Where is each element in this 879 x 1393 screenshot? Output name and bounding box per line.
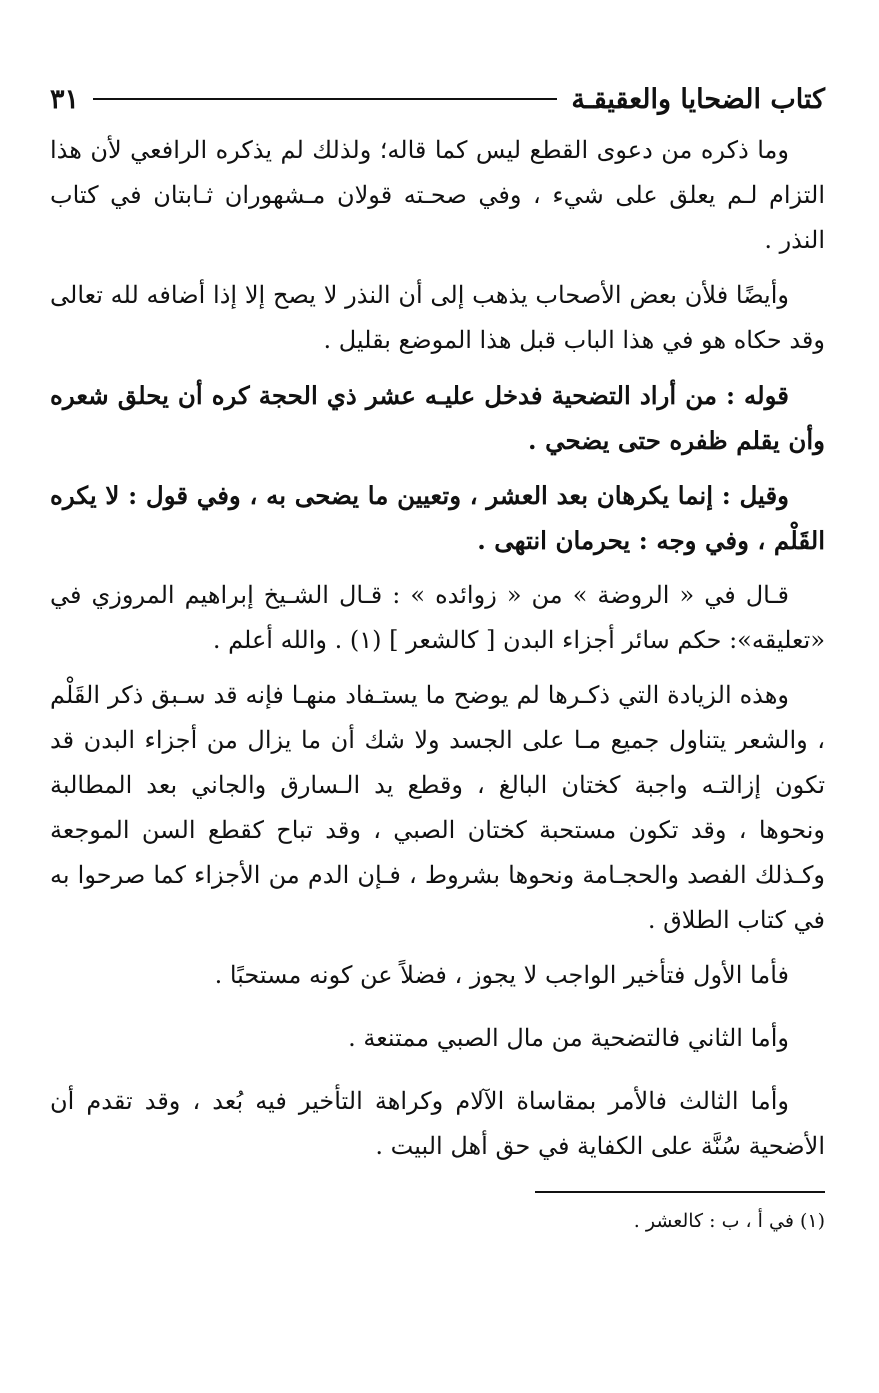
paragraph-4-quote: وقيل : إنما يكرهان بعد العشر ، وتعيين ما يضحى به ، وفي قول : لا يكره القَلْم ، وفي وجه : يحرمان انتهى . bbox=[50, 481, 825, 555]
paragraph-5: قـال في « الروضة » من « زوائده » : قـال الشـيخ إبراهيم المروزي في «تعليقه»: حكم سائر أجزاء البدن [ كالشعر ] (١) . والله أعلم . bbox=[50, 581, 825, 654]
paragraph-3-quote: قوله : من أراد التضحية فدخل عليـه عشر ذي الحجة كره أن يحلق شعره وأن يقلم ظفره حتى يضحي . bbox=[50, 381, 825, 455]
book-title: كتاب الضحايا والعقيقـة bbox=[571, 83, 825, 115]
paragraph-7: فأما الأول فتأخير الواجب لا يجوز ، فضلاً عن كونه مستحبًا . bbox=[214, 961, 789, 989]
page-header bbox=[50, 70, 825, 128]
footnote-rule bbox=[535, 1191, 825, 1193]
page-number: ٣١ bbox=[50, 83, 80, 115]
paragraph-6: وهذه الزيادة التي ذكـرها لم يوضح ما يستـفاد منهـا فإنه قد سـبق ذكر القَلْم ، والشعر يتناول جميع مـا على الجسد ولا شك أن ما يزال من أجزاء البدن قد تكون إزالتـه واجبة كختان البالغ ، وقطع يد الـسارق والجاني بعد المطالبة ونحوها ، وقد تكون مستحبة كختان الصبي ، وقد تباح كقطع السن الموجعة وكـذلك الفصد والحجـامة ونحوها بشروط ، فـإن الدم من الأجزاء كما صرحوا به في كتاب الطلاق . bbox=[50, 681, 825, 934]
paragraph-8: وأما الثاني فالتضحية من مال الصبي ممتنعة . bbox=[348, 1024, 789, 1052]
footnote: (١) في أ ، ب : كالعشر . bbox=[633, 1210, 825, 1232]
header-rule bbox=[93, 98, 557, 100]
paragraph-2: وأيضًا فلأن بعض الأصحاب يذهب إلى أن النذر لا يصح إلا إذا أضافه لله تعالى وقد حكاه هو في هذا الباب قبل هذا الموضع بقليل . bbox=[50, 281, 825, 354]
paragraph-1: وما ذكره من دعوى القطع ليس كما قاله؛ ولذلك لم يذكره الرافعي لأن هذا التزام لـم يعلق على شيء ، وفي صحـته قولان مـشهوران ثـابتان في كتاب النذر . bbox=[50, 136, 825, 254]
page-body bbox=[50, 128, 825, 1169]
paragraph-9: وأما الثالث فالأمر بمقاساة الآلام وكراهة التأخير فيه بُعد ، وقد تقدم أن الأضحية سُنَّة على الكفاية في حق أهل البيت . bbox=[50, 1087, 825, 1160]
document-page bbox=[50, 70, 825, 1235]
